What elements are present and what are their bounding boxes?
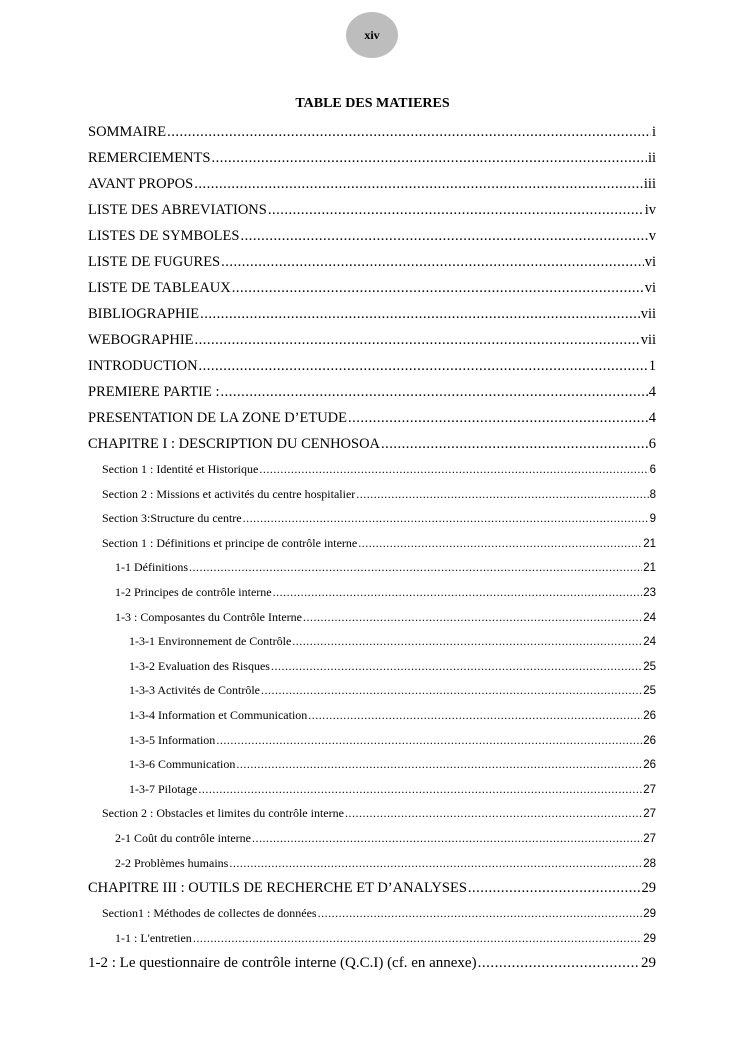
toc-entry[interactable] bbox=[88, 875, 656, 901]
toc-entry[interactable] bbox=[88, 728, 656, 753]
toc-entry[interactable] bbox=[88, 353, 656, 379]
toc-entry-page: 24 bbox=[643, 611, 656, 624]
toc-entry-page: vi bbox=[644, 254, 656, 270]
toc-entry-page: 26 bbox=[643, 734, 656, 747]
toc-entry-page: 29 bbox=[641, 880, 656, 897]
toc-entry-page: 26 bbox=[643, 709, 656, 722]
toc-entry-label: LISTES DE SYMBOLES bbox=[88, 228, 240, 244]
toc-entry-page: 24 bbox=[643, 636, 656, 649]
toc-entry[interactable] bbox=[88, 405, 656, 431]
toc-entry[interactable] bbox=[88, 249, 656, 275]
toc-entry-label: 2-1 Coût du contrôle interne bbox=[115, 830, 251, 845]
dot-leader bbox=[259, 457, 648, 482]
toc-entry-label: LISTE DE FUGURES bbox=[88, 254, 221, 270]
toc-entry-page: i bbox=[651, 124, 656, 140]
toc-entry-label: SOMMAIRE bbox=[88, 124, 167, 140]
toc-entry-page: 6 bbox=[648, 436, 656, 452]
dot-leader bbox=[236, 752, 642, 777]
dot-leader bbox=[318, 901, 643, 926]
dot-leader bbox=[292, 629, 642, 654]
dot-leader bbox=[252, 826, 642, 851]
dot-leader bbox=[381, 431, 648, 457]
toc-entry-page: 26 bbox=[643, 759, 656, 772]
toc-entry-page: 8 bbox=[649, 488, 656, 501]
toc-entry[interactable] bbox=[88, 950, 656, 976]
dot-leader bbox=[194, 171, 643, 197]
toc-entry-page: 4 bbox=[648, 384, 656, 400]
toc-entry[interactable] bbox=[88, 431, 656, 457]
dot-leader bbox=[189, 555, 642, 580]
toc-entry[interactable] bbox=[88, 654, 656, 679]
toc-entry[interactable] bbox=[88, 327, 656, 353]
toc-entry[interactable] bbox=[88, 119, 656, 145]
toc-entry-label: WEBOGRAPHIE bbox=[88, 332, 194, 348]
toc-entry-page: vi bbox=[644, 280, 656, 296]
toc-entry-label: PREMIERE PARTIE : bbox=[88, 384, 220, 400]
toc-entry-label: REMERCIEMENTS bbox=[88, 150, 211, 166]
dot-leader bbox=[271, 654, 642, 679]
toc-entry-label: 1-3 : Composantes du Contrôle Interne bbox=[115, 609, 302, 624]
toc-entry[interactable] bbox=[88, 555, 656, 580]
toc-entry-page: 6 bbox=[649, 464, 656, 476]
toc-entry[interactable] bbox=[88, 506, 656, 531]
toc-entry-label: 1-2 : Le questionnaire de contrôle interne (Q.C.I) (cf. en annexe) bbox=[88, 955, 477, 972]
toc-entry-label: Section 3:Structure du centre bbox=[102, 511, 242, 526]
toc-entry-page: 29 bbox=[643, 908, 656, 921]
dot-leader bbox=[268, 197, 644, 223]
toc-entry[interactable] bbox=[88, 580, 656, 605]
toc-entry-label: AVANT PROPOS bbox=[88, 176, 194, 192]
toc-entry-page: 27 bbox=[643, 808, 656, 821]
dot-leader bbox=[216, 728, 642, 753]
toc-entry-label: 1-2 Principes de contrôle interne bbox=[115, 584, 272, 599]
dot-leader bbox=[303, 605, 642, 630]
toc-entry-label: LISTE DES ABREVIATIONS bbox=[88, 202, 267, 218]
table-of-contents bbox=[88, 119, 656, 976]
toc-entry[interactable] bbox=[88, 752, 656, 777]
dot-leader bbox=[221, 379, 648, 405]
toc-entry-page: 4 bbox=[648, 410, 656, 426]
toc-entry-label: INTRODUCTION bbox=[88, 358, 198, 374]
toc-entry-page: 21 bbox=[643, 537, 656, 550]
dot-leader bbox=[345, 801, 642, 826]
toc-entry-label: 1-3-6 Communication bbox=[129, 757, 236, 772]
dot-leader bbox=[232, 275, 644, 301]
toc-entry-label: PRESENTATION DE LA ZONE D’ETUDE bbox=[88, 410, 348, 426]
dot-leader bbox=[199, 353, 648, 379]
dot-leader bbox=[468, 875, 641, 901]
toc-entry-label: CHAPITRE III : OUTILS DE RECHERCHE ET D’ANALYSES bbox=[88, 880, 467, 897]
toc-entry-label: 1-3-1 Environnement de Contrôle bbox=[129, 634, 292, 649]
toc-entry[interactable] bbox=[88, 629, 656, 654]
dot-leader bbox=[243, 506, 649, 531]
toc-entry[interactable] bbox=[88, 197, 656, 223]
toc-entry-page: 21 bbox=[643, 562, 656, 575]
toc-entry-page: 29 bbox=[641, 955, 656, 972]
toc-entry-page: 25 bbox=[643, 660, 656, 673]
toc-entry-label: BIBLIOGRAPHIE bbox=[88, 306, 200, 322]
toc-entry-page: 9 bbox=[649, 513, 656, 526]
dot-leader bbox=[478, 950, 640, 976]
toc-entry[interactable] bbox=[88, 482, 656, 507]
toc-entry-page: 25 bbox=[643, 685, 656, 698]
dot-leader bbox=[167, 119, 651, 145]
dot-leader bbox=[195, 327, 640, 353]
toc-entry-page: ii bbox=[647, 150, 656, 166]
toc-entry[interactable] bbox=[88, 826, 656, 851]
toc-entry[interactable] bbox=[88, 851, 656, 876]
dot-leader bbox=[200, 301, 640, 327]
dot-leader bbox=[348, 405, 648, 431]
toc-entry[interactable] bbox=[88, 223, 656, 249]
page-number: xiv bbox=[364, 27, 380, 42]
toc-entry-label: Section 2 : Obstacles et limites du contrôle interne bbox=[102, 806, 344, 821]
toc-entry-label: 1-3-2 Evaluation des Risques bbox=[129, 658, 270, 673]
dot-leader bbox=[356, 482, 648, 507]
toc-entry[interactable] bbox=[88, 171, 656, 197]
toc-entry-label: Section1 : Méthodes de collectes de données bbox=[102, 906, 317, 921]
toc-entry-page: iii bbox=[643, 176, 656, 192]
dot-leader bbox=[308, 703, 642, 728]
toc-entry[interactable] bbox=[88, 703, 656, 728]
toc-entry[interactable] bbox=[88, 145, 656, 171]
toc-entry[interactable] bbox=[88, 678, 656, 703]
dot-leader bbox=[229, 851, 642, 876]
dot-leader bbox=[240, 223, 647, 249]
toc-entry[interactable] bbox=[88, 605, 656, 630]
page-number-badge bbox=[346, 12, 398, 58]
toc-entry-page: vii bbox=[640, 306, 656, 322]
toc-entry-label: CHAPITRE I : DESCRIPTION DU CENHOSOA bbox=[88, 436, 381, 452]
toc-entry-page: 28 bbox=[643, 857, 656, 870]
toc-entry-label: 2-2 Problèmes humains bbox=[115, 855, 229, 870]
dot-leader bbox=[358, 531, 642, 556]
toc-entry-label: 1-3-5 Information bbox=[129, 732, 216, 747]
toc-entry[interactable] bbox=[88, 275, 656, 301]
toc-entry[interactable] bbox=[88, 531, 656, 556]
toc-entry-page: 27 bbox=[643, 783, 656, 796]
dot-leader bbox=[261, 678, 642, 703]
page-title: TABLE DES MATIERES bbox=[295, 96, 450, 111]
toc-entry-label: 1-3-4 Information et Communication bbox=[129, 707, 308, 722]
dot-leader bbox=[193, 926, 642, 951]
toc-entry[interactable] bbox=[88, 926, 656, 951]
toc-entry[interactable] bbox=[88, 379, 656, 405]
toc-entry-page: vii bbox=[640, 332, 656, 348]
toc-entry-label: LISTE DE TABLEAUX bbox=[88, 280, 231, 296]
toc-entry-page: 29 bbox=[643, 932, 656, 945]
toc-entry-label: 1-3-3 Activités de Contrôle bbox=[129, 683, 260, 698]
toc-entry-label: 1-1 : L'entretien bbox=[115, 930, 192, 945]
toc-entry[interactable] bbox=[88, 457, 656, 482]
dot-leader bbox=[198, 777, 642, 802]
toc-entry-label: Section 1 : Identité et Historique bbox=[102, 462, 259, 476]
toc-entry[interactable] bbox=[88, 801, 656, 826]
toc-entry-page: iv bbox=[644, 202, 656, 218]
toc-entry-page: 23 bbox=[643, 586, 656, 599]
toc-entry-label: 1-1 Définitions bbox=[115, 560, 188, 575]
toc-entry-page: 27 bbox=[643, 832, 656, 845]
toc-entry-label: 1-3-7 Pilotage bbox=[129, 781, 198, 796]
dot-leader bbox=[221, 249, 644, 275]
toc-entry[interactable] bbox=[88, 301, 656, 327]
toc-entry[interactable] bbox=[88, 901, 656, 926]
toc-entry-page: v bbox=[648, 228, 656, 244]
dot-leader bbox=[211, 145, 646, 171]
dot-leader bbox=[273, 580, 643, 605]
toc-entry[interactable] bbox=[88, 777, 656, 802]
toc-entry-page: 1 bbox=[648, 358, 656, 374]
toc-entry-label: Section 2 : Missions et activités du centre hospitalier bbox=[102, 486, 356, 501]
toc-entry-label: Section 1 : Définitions et principe de contrôle interne bbox=[102, 535, 358, 550]
